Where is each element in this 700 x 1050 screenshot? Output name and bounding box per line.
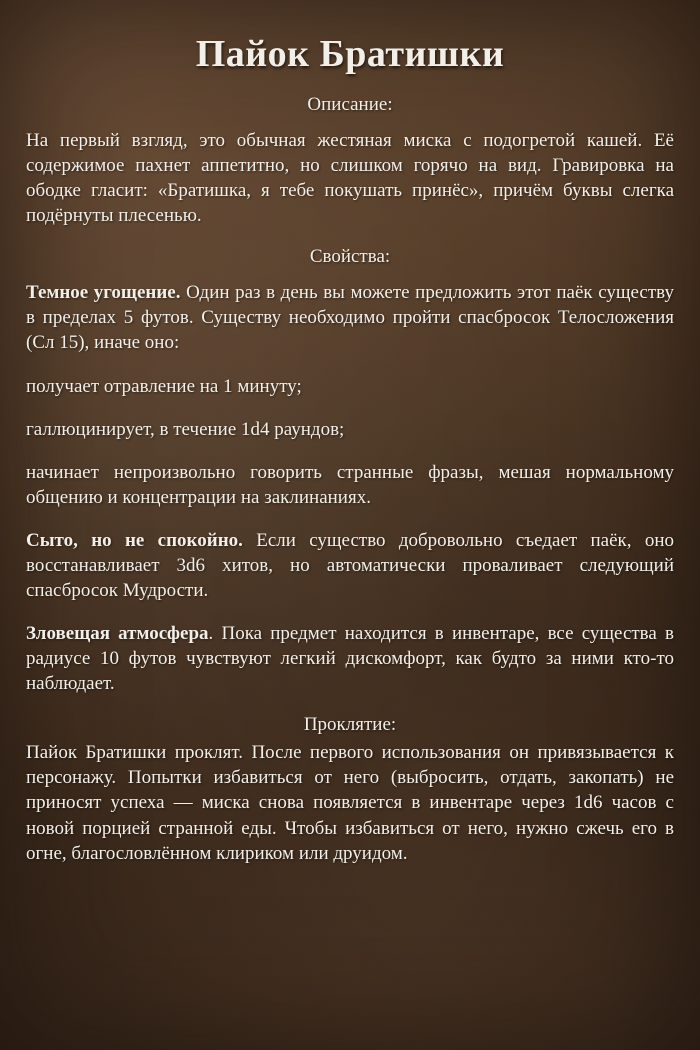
effect-item: получает отравление на 1 минуту;: [26, 375, 302, 397]
feature-fed-but-uneasy-name: Сыто, но не спокойно.: [26, 529, 243, 551]
feature-fed-but-uneasy: [26, 528, 674, 603]
page-title: Пайок Братишки: [195, 33, 505, 75]
section-curse: [26, 714, 674, 865]
feature-ominous-atmosphere-name: Зловещая атмосфера: [26, 623, 209, 645]
properties-heading: Свойства:: [309, 246, 391, 268]
feature-dark-treat: [26, 280, 674, 355]
feature-fed-but-uneasy-text: Если существо добровольно съедает паёк, оно восстанавливает 3d6 хитов, но автоматически проваливает следующий спасбросок Мудрости.: [26, 529, 675, 602]
curse-heading: Проклятие:: [303, 714, 397, 736]
feature-ominous-atmosphere-text: . Пока предмет находится в инвентаре, все существа в радиусе 10 футов чувствуют легкий дискомфорт, как будто за ними кто-то наблюдает.: [26, 623, 674, 695]
section-description: [26, 94, 674, 228]
description-paragraph: На первый взгляд, это обычная жестяная миска с подогретой кашей. Её содержимое пахнет аппетитно, но слишком горячо на вид. Гравировка на ободке гласит: «Братишка, я тебе покушать принёс», причём буквы слегка подёрнуты плесенью.: [26, 130, 674, 227]
curse-paragraph: Пайок Братишки проклят. После первого использования он привязывается к персонажу. Попытки избавиться от него (выбросить, отдать, закопать) не приносят успеха — миска снова появляется в инвентаре через 1d6 часов с новой порцией странной еды. Чтобы избавиться от него, нужно сжечь его в огне, благословлённом клириком или друидом.: [26, 742, 674, 864]
effect-item: начинает непроизвольно говорить странные фразы, мешая нормальному общению и концентрации на заклинаниях.: [26, 461, 674, 508]
description-heading: Описание:: [307, 94, 393, 115]
feature-dark-treat-text: Один раз в день вы можете предложить этот паёк существу в пределах 5 футов. Существу необходимо пройти спасбросок Телосложения (Сл 15), иначе оно:: [26, 282, 674, 354]
feature-ominous-atmosphere: [26, 621, 674, 696]
effect-item: галлюцинирует, в течение 1d4 раундов;: [26, 418, 345, 440]
feature-dark-treat-name: Темное угощение.: [26, 282, 181, 304]
section-properties: [26, 246, 674, 696]
